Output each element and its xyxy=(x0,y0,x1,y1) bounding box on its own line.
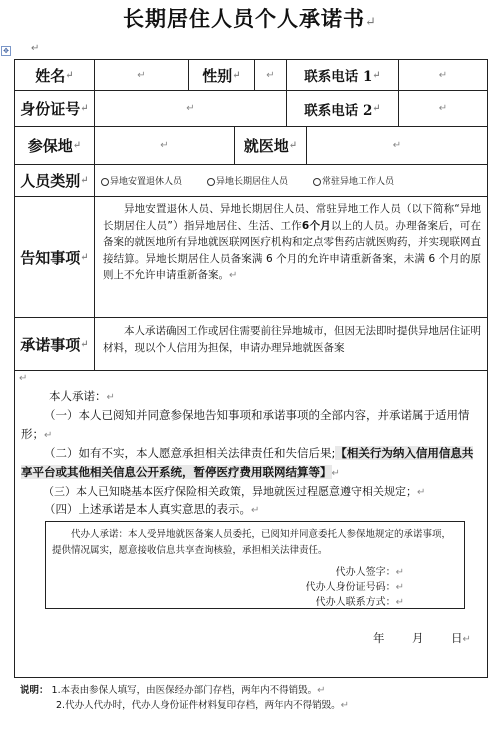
insured-place-label: 参保地 ↵ xyxy=(15,127,95,164)
note-line-2: 2.代办人代办时，代办人身份证件材料复印存档，两年内不得销毁。↵ xyxy=(56,700,349,711)
option-resident-worker[interactable]: 常驻异地工作人员 xyxy=(313,174,394,187)
pledge-item-3: （三）本人已知晓基本医疗保险相关政策，异地就医过程愿意遵守相关规定；↵ xyxy=(43,485,426,498)
row-place xyxy=(15,127,487,165)
phone2-field[interactable]: ↵ xyxy=(438,103,448,114)
radio-circle-icon[interactable] xyxy=(313,178,321,186)
row-name xyxy=(15,60,487,91)
agent-sign-field[interactable]: 代办人签字：↵ xyxy=(335,567,404,578)
category-label: 人员类别 ↵ xyxy=(15,165,95,196)
option-long-term-resident[interactable]: 异地长期居住人员 xyxy=(207,174,288,187)
pledge-item-1: （一）本人已阅知并同意参保地告知事项和承诺事项的全部内容，并承诺属于适用情形；↵ xyxy=(21,408,470,441)
pledge-item-4: （四）上述承诺是本人真实意思的表示。↵ xyxy=(44,502,260,516)
category-options xyxy=(95,165,487,196)
table-move-handle-icon[interactable]: ✥ xyxy=(1,46,11,56)
id-field[interactable]: ↵ xyxy=(95,91,287,126)
id-label: 身份证号 ↵ xyxy=(15,91,95,126)
option-relocated-retiree[interactable]: 异地安置退休人员 xyxy=(101,174,182,187)
gender-label: 性别 ↵ xyxy=(189,60,255,90)
row-id xyxy=(15,91,487,127)
name-field[interactable]: ↵ xyxy=(95,60,189,90)
name-label: 姓名 ↵ xyxy=(15,60,95,90)
document-title: 长期居住人员个人承诺书↵ xyxy=(123,6,377,31)
medical-place-field[interactable]: ↵ xyxy=(392,140,402,151)
date-day: 日↵ xyxy=(451,631,471,645)
notice-text: 异地安置退休人员、异地长期居住人员、常驻异地工作人员（以下简称“异地长期居住人员”）指异地居住、生活、工作6个月以上的人员。办理备案后，可在备案的就医地所有异地就医联网医疗机构和定点零售药店就医购药，并实现联网直接结算。异地长期居住人员备案满 6 个月的允许申请重新备案，未满 6 个月的原则上不允许申请重新备案。↵ xyxy=(103,203,481,281)
agent-id-field[interactable]: 代办人身份证号码：↵ xyxy=(305,582,404,593)
pledge-item-2: （二）如有不实，本人愿意承担相关法律责任和失信后果;【相关行为纳入信用信息共享平台或其他相关信息公开系统，暂停医疗费用联网结算等】↵ xyxy=(21,446,474,479)
paragraph-mark: ↵ xyxy=(31,43,40,54)
date-month: 月 xyxy=(412,631,424,645)
pledge-heading: 本人承诺：↵ xyxy=(49,389,115,403)
agent-text: 代办人承诺：本人受异地就医备案人员委托，已阅知并同意委托人参保地规定的承诺事项，提供情况属实，愿意接收信息共享查询核验，承担相关法律责任。 xyxy=(52,529,452,556)
agent-contact-field[interactable]: 代办人联系方式：↵ xyxy=(315,597,404,608)
radio-circle-icon[interactable] xyxy=(207,178,215,186)
commit-label: 承诺事项 ↵ xyxy=(15,318,95,370)
note-line-1: 说明： 1.本表由参保人填写，由医保经办部门存档，两年内不得销毁。↵ xyxy=(20,685,326,696)
medical-place-label: 就医地 ↵ xyxy=(235,127,307,164)
commitment-form xyxy=(14,59,488,678)
row-category xyxy=(15,165,487,197)
gender-field[interactable]: ↵ xyxy=(255,60,287,90)
row-notice xyxy=(15,197,487,318)
notes-section xyxy=(20,683,490,713)
row-commitment xyxy=(15,318,487,371)
phone1-label: 联系电话 1 ↵ xyxy=(287,60,399,90)
commit-text: 本人承诺确因工作或居住需要前往异地城市，但因无法即时提供异地居住证明材料，现以个人信用为担保，申请办理异地就医备案 xyxy=(103,325,481,354)
phone2-label: 联系电话 2 ↵ xyxy=(287,91,399,126)
date-year: 年 xyxy=(373,631,385,645)
pledge-section: ↵ 本人承诺：↵ （一）本人已阅知并同意参保地告知事项和承诺事项的全部内容，并承诺属于适用情形；↵ （二）如有不实，本人愿意承担相关法律责任和失信后果;【相关行为纳入信用信息共享平台或其他相关信息公开系统，暂停医疗费用联网结算等】↵ （三）本人已知晓基本医疗保险相关政策，异地就医过程愿意遵守相关规定；↵ （四）上述承诺是本人真实意思的表示。↵ 代办人承诺：本人受异地就医备案人员委托，已阅知并同意委托人参保地规定的承诺事项，提供情况属实，愿意接收信息共享查询核验，承担相关法律责任。 代办人签字：↵ 代办人身份证号码：↵ 代办人联系方式：↵ 年 月 日↵ xyxy=(15,371,487,671)
insured-place-field[interactable]: ↵ xyxy=(95,127,235,164)
phone1-field[interactable]: ↵ xyxy=(438,69,448,81)
notice-label: 告知事项 ↵ xyxy=(15,197,95,317)
radio-circle-icon[interactable] xyxy=(101,178,109,186)
agent-commitment-box xyxy=(45,521,465,609)
